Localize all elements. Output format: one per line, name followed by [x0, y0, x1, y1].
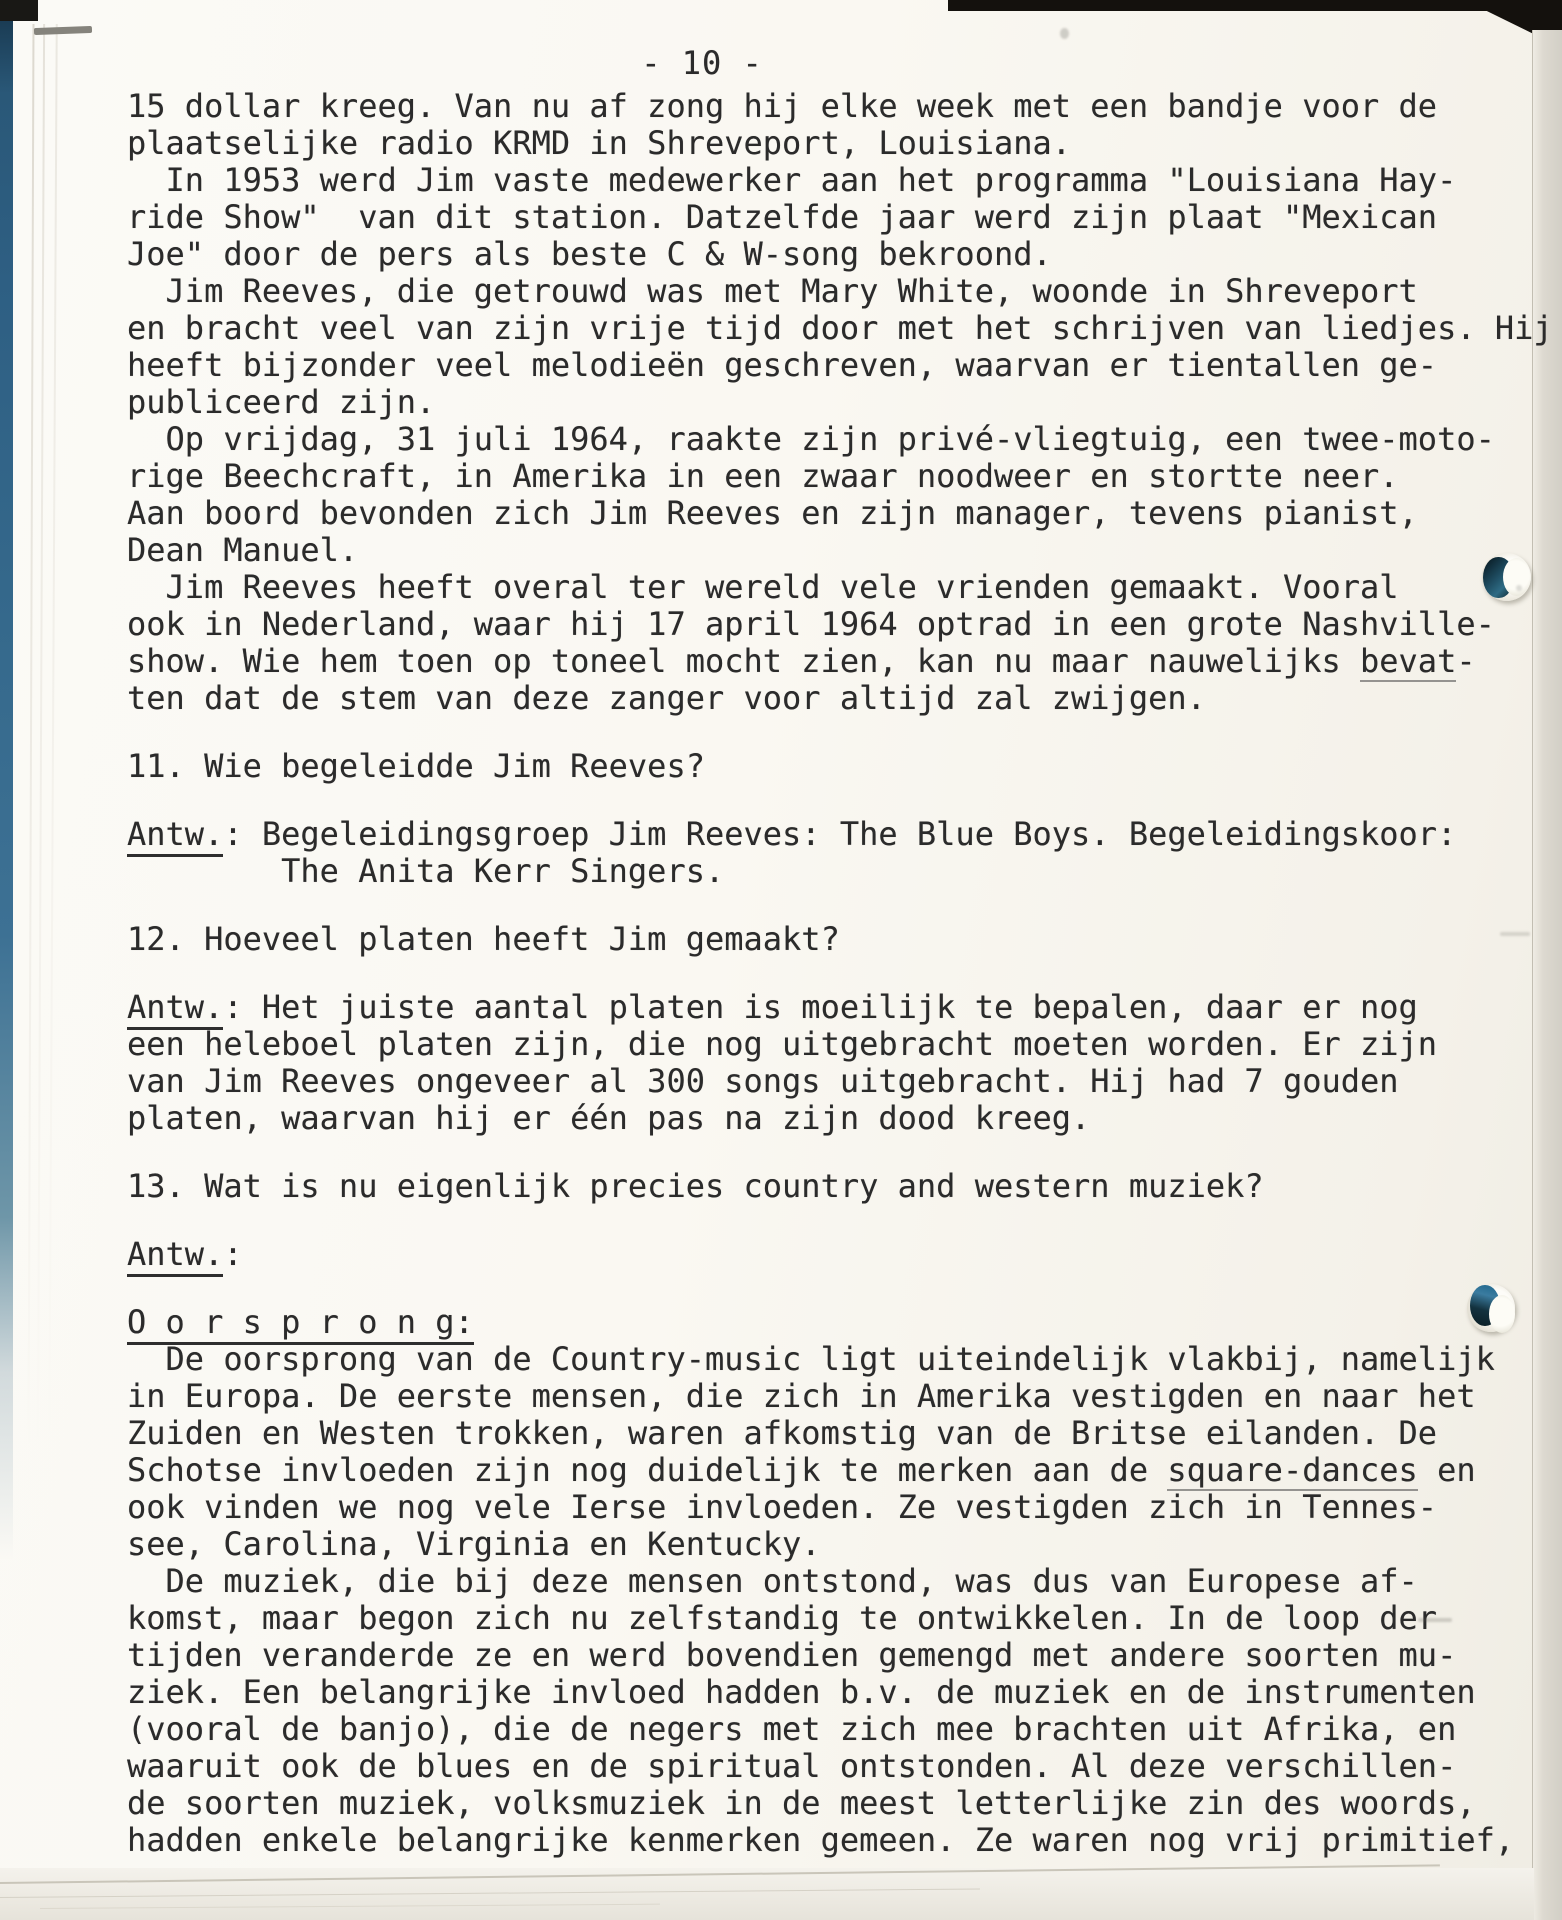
text-line — [127, 1304, 1557, 1341]
text-line — [127, 236, 1557, 273]
text-line — [127, 1674, 1557, 1711]
text-line — [127, 748, 1557, 785]
pencil-underlined-text: square-dances — [1167, 1451, 1418, 1489]
text-segment: van Jim Reeves ongeveer al 300 songs uitgebracht. Hij had 7 gouden — [127, 1062, 1399, 1100]
text-segment: Jim Reeves, die getrouwd was met Mary White, woonde in Shreveport — [127, 272, 1418, 310]
text-line — [127, 816, 1557, 853]
pencil-underlined-text: bevat — [1360, 642, 1457, 680]
binder-spine — [0, 0, 13, 1560]
blank-line — [127, 958, 1557, 989]
blank-line — [127, 890, 1557, 921]
blank-line — [127, 1273, 1557, 1304]
text-line — [127, 1785, 1557, 1822]
text-segment: ride Show" van dit station. Datzelfde jaar werd zijn plaat "Mexican — [127, 198, 1438, 236]
text-segment: 15 dollar kreeg. Van nu af zong hij elke week met een bandje voor de — [127, 87, 1438, 125]
text-segment: In 1953 werd Jim vaste medewerker aan het programma "Louisiana Hay- — [127, 161, 1457, 199]
punch-hole-bottom — [1467, 1284, 1515, 1332]
text-segment: show. Wie hem toen op toneel mocht zien, kan nu maar nauwelijks — [127, 642, 1360, 680]
corner-dash — [34, 26, 92, 35]
text-segment: en bracht veel van zijn vrije tijd door met het schrijven van liedjes. Hij — [127, 309, 1553, 347]
text-segment: komst, maar begon zich nu zelfstandig te ontwikkelen. In de loop der — [127, 1599, 1438, 1637]
stacked-page-edge — [28, 24, 35, 1454]
text-line — [127, 643, 1557, 680]
scan-speck — [1516, 585, 1522, 591]
text-segment: ook vinden we nog vele Ierse invloeden. Ze vestigden zich in Tennes- — [127, 1488, 1438, 1526]
text-segment: De oorsprong van de Country-music ligt uiteindelijk vlakbij, namelijk — [127, 1340, 1495, 1378]
text-segment: : Begeleidingsgroep Jim Reeves: The Blue Boys. Begeleidingskoor: — [223, 815, 1457, 853]
blank-line — [127, 717, 1557, 748]
text-line — [127, 1600, 1557, 1637]
underlined-text: O o r s p r o n g: — [127, 1303, 474, 1345]
page-number: - 10 - — [641, 44, 763, 82]
text-line — [127, 88, 1557, 125]
text-segment: ook in Nederland, waar hij 17 april 1964 optrad in een grote Nashville- — [127, 605, 1495, 643]
text-line — [127, 606, 1557, 643]
underlined-text: Antw. — [127, 988, 223, 1030]
blank-line — [127, 785, 1557, 816]
text-segment: rige Beechcraft, in Amerika in een zwaar noodweer en stortte neer. — [127, 457, 1399, 495]
text-line — [127, 569, 1557, 606]
text-line — [127, 421, 1557, 458]
text-segment: The Anita Kerr Singers. — [127, 852, 725, 890]
scan-speck — [1060, 28, 1069, 39]
text-line — [127, 921, 1557, 958]
text-segment: (vooral de banjo), die de negers met zich mee brachten uit Afrika, en — [127, 1710, 1457, 1748]
text-segment: publiceerd zijn. — [127, 383, 436, 421]
text-segment: 11. Wie begeleidde Jim Reeves? — [127, 747, 705, 785]
punch-hole-highlight — [1489, 1295, 1515, 1333]
text-segment: 13. Wat is nu eigenlijk precies country and western muziek? — [127, 1167, 1264, 1205]
text-line — [127, 273, 1557, 310]
scan-top-edge — [948, 0, 1562, 11]
scan-speck — [1500, 932, 1530, 936]
text-line — [127, 1415, 1557, 1452]
text-segment: heeft bijzonder veel melodieën geschreven, waarvan er tientallen ge- — [127, 346, 1438, 384]
typewritten-text — [127, 88, 1557, 1859]
text-segment: ten dat de stem van deze zanger voor altijd zal zwijgen. — [127, 679, 1206, 717]
stacked-page-edge — [48, 24, 57, 1454]
text-line — [127, 199, 1557, 236]
text-line — [127, 1063, 1557, 1100]
text-segment: Dean Manuel. — [127, 531, 359, 569]
text-line — [127, 1236, 1557, 1273]
text-segment: plaatselijke radio KRMD in Shreveport, Louisiana. — [127, 124, 1072, 162]
text-line — [127, 1341, 1557, 1378]
text-line — [127, 1026, 1557, 1063]
text-segment: ziek. Een belangrijke invloed hadden b.v. de muziek en de instrumenten — [127, 1673, 1476, 1711]
text-segment: Joe" door de pers als beste C & W-song bekroond. — [127, 235, 1052, 273]
text-segment: een heleboel platen zijn, die nog uitgebracht moeten worden. Er zijn — [127, 1025, 1438, 1063]
text-line — [127, 1711, 1557, 1748]
text-segment: platen, waarvan hij er één pas na zijn dood kreeg. — [127, 1099, 1091, 1137]
text-segment: : Het juiste aantal platen is moeilijk te bepalen, daar er nog — [223, 988, 1418, 1026]
text-line — [127, 853, 1557, 890]
text-segment: Jim Reeves heeft overal ter wereld vele vrienden gemaakt. Vooral — [127, 568, 1399, 606]
text-line — [127, 1378, 1557, 1415]
corner-mark — [0, 0, 38, 21]
text-line — [127, 1100, 1557, 1137]
text-segment: Aan boord bevonden zich Jim Reeves en zijn manager, tevens pianist, — [127, 494, 1418, 532]
text-line — [127, 532, 1557, 569]
text-line — [127, 1452, 1557, 1489]
text-segment: - — [1456, 642, 1476, 680]
text-line — [127, 1637, 1557, 1674]
text-segment: Zuiden en Westen trokken, waren afkomstig van de Britse eilanden. De — [127, 1414, 1438, 1452]
scan-speck — [1418, 1618, 1452, 1622]
text-line — [127, 458, 1557, 495]
text-line — [127, 310, 1557, 347]
text-line — [127, 1822, 1557, 1859]
text-segment: de soorten muziek, volksmuziek in de meest letterlijke zin des woords, — [127, 1784, 1476, 1822]
blank-line — [127, 1137, 1557, 1168]
text-line — [127, 384, 1557, 421]
underlined-text: Antw. — [127, 1235, 223, 1277]
text-segment: Op vrijdag, 31 juli 1964, raakte zijn privé-vliegtuig, een twee-moto- — [127, 420, 1495, 458]
text-line — [127, 989, 1557, 1026]
underlined-text: Antw. — [127, 815, 223, 857]
text-segment: De muziek, die bij deze mensen ontstond, was dus van Europese af- — [127, 1562, 1418, 1600]
stacked-page-edge — [37, 24, 45, 1454]
text-segment: in Europa. De eerste mensen, die zich in Amerika vestigden en naar het — [127, 1377, 1476, 1415]
text-line — [127, 680, 1557, 717]
text-line — [127, 347, 1557, 384]
text-line — [127, 1563, 1557, 1600]
text-line — [127, 1526, 1557, 1563]
scan-speck — [878, 1402, 885, 1409]
text-line — [127, 162, 1557, 199]
text-segment: see, Carolina, Virginia en Kentucky. — [127, 1525, 821, 1563]
blank-line — [127, 1205, 1557, 1236]
text-line — [127, 495, 1557, 532]
text-segment: : — [223, 1235, 243, 1273]
text-line — [127, 1168, 1557, 1205]
text-line — [127, 125, 1557, 162]
text-segment: 12. Hoeveel platen heeft Jim gemaakt? — [127, 920, 840, 958]
text-line — [127, 1748, 1557, 1785]
text-segment: en — [1417, 1451, 1476, 1489]
punch-hole-top — [1482, 553, 1531, 601]
text-line — [127, 1489, 1557, 1526]
text-segment: tijden veranderde ze en werd bovendien gemengd met andere soorten mu- — [127, 1636, 1457, 1674]
text-segment: hadden enkele belangrijke kenmerken gemeen. Ze waren nog vrij primitief, — [127, 1821, 1515, 1859]
text-segment: waaruit ook de blues en de spiritual ontstonden. Al deze verschillen- — [127, 1747, 1457, 1785]
text-segment: Schotse invloeden zijn nog duidelijk te merken aan de — [127, 1451, 1168, 1489]
